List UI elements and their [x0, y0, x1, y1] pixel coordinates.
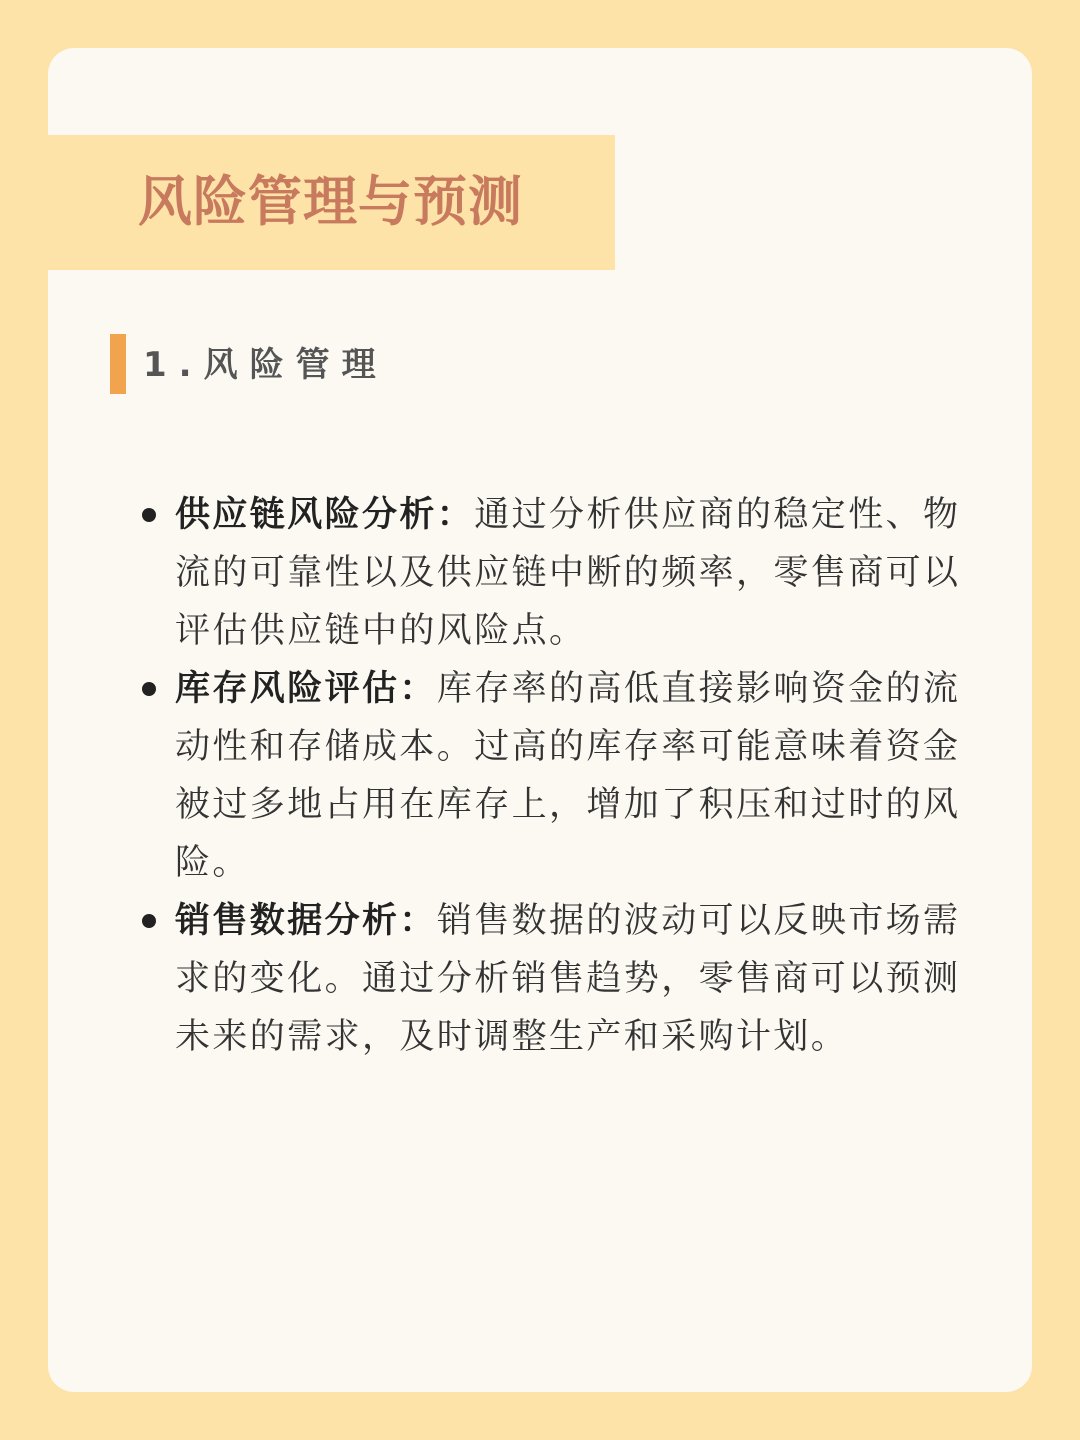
list-item-text [175, 892, 970, 1066]
list-item [0, 486, 1080, 660]
list-item-text [175, 486, 970, 660]
page-title: 风险管理与预测 [138, 170, 523, 233]
list-item-heading: 供应链风险分析： [175, 495, 475, 535]
list-item [0, 660, 1080, 892]
bullet-list [0, 486, 1080, 1066]
section-accent-bar [110, 334, 126, 394]
bullet-icon [142, 682, 156, 696]
bullet-icon [142, 508, 156, 522]
list-item-body: 通过分析供应商的稳定性、物流的可靠性以及供应链中断的频率，零售商可以评估供应链中的风险点。 [175, 495, 961, 651]
list-item-heading: 销售数据分析： [175, 901, 437, 941]
list-item-body: 库存率的高低直接影响资金的流动性和存储成本。过高的库存率可能意味着资金被过多地占用在库存上，增加了积压和过时的风险。 [175, 669, 961, 883]
bullet-icon [142, 914, 156, 928]
list-item [0, 892, 1080, 1066]
list-item-text [175, 660, 970, 892]
list-item-body: 销售数据的波动可以反映市场需求的变化。通过分析销售趋势，零售商可以预测未来的需求，及时调整生产和采购计划。 [175, 901, 961, 1057]
section-heading: 1.风险管理 [143, 345, 388, 385]
list-item-heading: 库存风险评估： [175, 669, 437, 709]
